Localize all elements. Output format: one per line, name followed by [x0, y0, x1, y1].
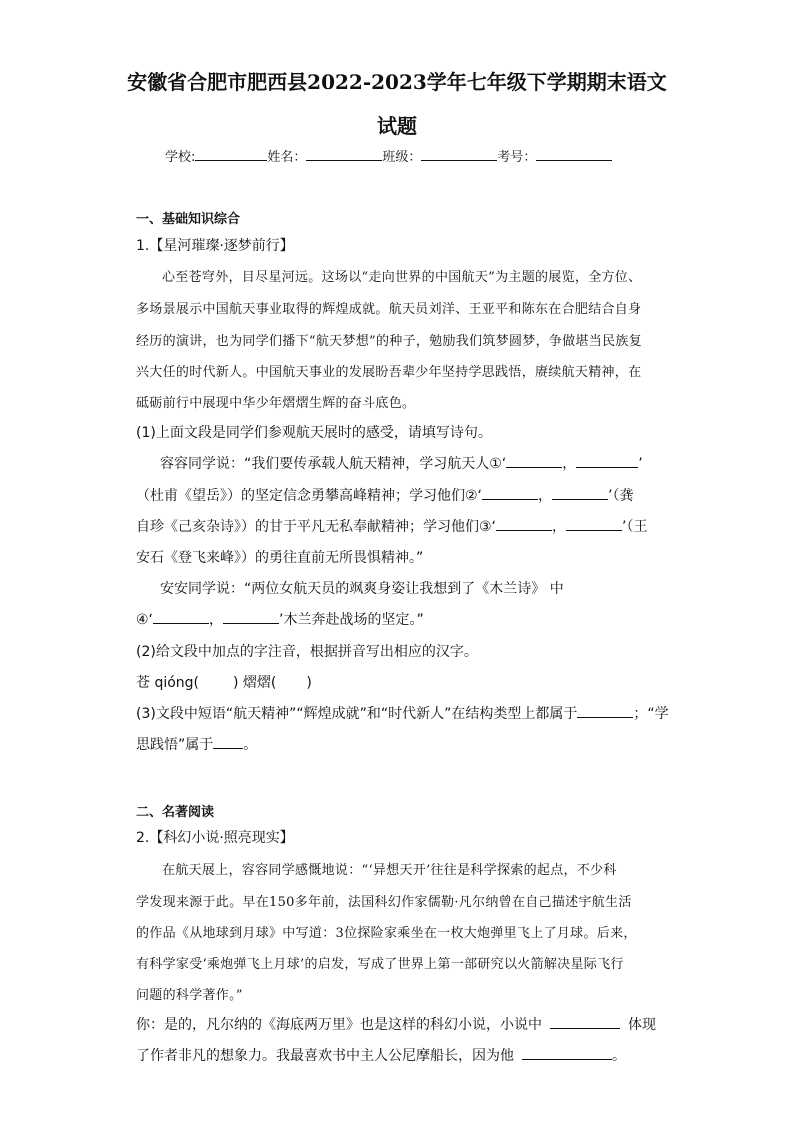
q1-sub3-line-b: 思践悟”属于 。 — [136, 737, 258, 753]
passage1-line: 砥砺前行中展现中华少年熠熠生辉的奋斗底色。 — [136, 396, 416, 411]
response1-line-b: （杜甫《望岳》）的坚定信念勇攀高峰精神；学习他们②‘ ， ’（龚 — [136, 488, 634, 504]
response1-line-c: 自珍《己亥杂诗》）的甘于平凡无私奉献精神；学习他们③‘ ， ’（王 — [136, 519, 648, 535]
passage2-line: 问题的科学著作。” — [136, 988, 243, 1003]
structure-blank-1[interactable] — [577, 704, 633, 718]
passage1-line: 经历的演讲，也为同学们播下“航天梦想”的种子，勉励我们筑梦圆梦，争做堪当民族复 — [136, 334, 642, 349]
passage1-line: 兴大任的时代新人。中国航天事业的发展盼吾辈少年坚持学思践悟，赓续航天精神，在 — [136, 365, 642, 380]
novel-blank-1[interactable] — [550, 1015, 620, 1029]
poem-blank-1b[interactable] — [576, 454, 638, 468]
q1-sub3-line-a: (3)文段中短语“航天精神”“辉煌成就”和“时代新人”在结构类型上都属于 ；“学 — [136, 706, 669, 722]
exam-no-blank[interactable] — [536, 147, 612, 161]
novel-blank-2[interactable] — [522, 1046, 612, 1060]
exam-title-line1: 安徽省合肥市肥西县2022-2023学年七年级下学期期末语文 — [127, 70, 667, 94]
name-blank[interactable] — [306, 147, 382, 161]
passage2-line: 有科学家受‘乘炮弹飞上月球’的启发，写成了世界上第一部研究以火箭解决星际飞行 — [136, 957, 624, 972]
name-label: 姓名： — [267, 150, 307, 165]
q1-title: 1.【星河璀璨·逐梦前行】 — [136, 238, 294, 254]
school-blank[interactable] — [195, 147, 267, 161]
section2-heading: 二、名著阅读 — [136, 805, 215, 820]
exam-no-label: 考号： — [497, 150, 537, 165]
exam-title-line2: 试题 — [377, 114, 417, 138]
student-info-row — [165, 146, 612, 165]
q1-sub1: (1)上面文段是同学们参观航天展时的感受，请填写诗句。 — [136, 425, 492, 441]
poem-blank-3b[interactable] — [566, 517, 622, 531]
passage1-line: 心至苍穹外，目尽星河远。这场以“走向世界的中国航天”为主题的展览，全方位、 — [162, 270, 642, 285]
passage2-line: 在航天展上，容容同学感慨地说：“‘异想天开’往往是科学探索的起点，不少科 — [162, 863, 617, 878]
response2-line-a: 安安同学说：“两位女航天员的飒爽身姿让我想到了《木兰诗》 中 — [160, 581, 564, 597]
response1-line-a: 容容同学说：“我们要传承载人航天精神，学习航天人①‘ ， ’ — [160, 456, 643, 472]
response3-line-b: 了作者非凡的想象力。我最喜欢书中主人公尼摩船长，因为他 。 — [136, 1048, 626, 1064]
poem-blank-4a[interactable] — [153, 610, 209, 624]
class-blank[interactable] — [421, 147, 497, 161]
structure-blank-2[interactable] — [213, 735, 243, 749]
class-label: 班级： — [382, 150, 422, 165]
poem-blank-2b[interactable] — [552, 486, 608, 500]
passage1-line: 多场景展示中国航天事业取得的辉煌成就。航天员刘洋、王亚平和陈东在合肥结合自身 — [136, 302, 642, 317]
q1-sub2: (2)给文段中加点的字注音，根据拼音写出相应的汉字。 — [136, 644, 478, 660]
passage2-line: 学发现来源于此。早在150多年前，法国科幻作家儒勒·凡尔纳曾在自己描述宇航生活 — [136, 895, 632, 910]
q2-title: 2.【科幻小说·照亮现实】 — [136, 830, 294, 846]
poem-blank-3a[interactable] — [496, 517, 552, 531]
response2-line-b: ④‘ ， ’木兰奔赴战场的坚定。” — [136, 612, 424, 628]
response1-line-d: 安石《登飞来峰》）的勇往直前无所畏惧精神。” — [136, 550, 424, 566]
school-label: 学校: — [165, 150, 196, 165]
passage2-line: 的作品《从地球到月球》中写道：3位探险家乘坐在一枚大炮弹里飞上了月球。后来， — [136, 926, 637, 941]
poem-blank-4b[interactable] — [223, 610, 279, 624]
poem-blank-1a[interactable] — [506, 454, 562, 468]
pinyin-line: 苍 qióng( ) 熠熠( ) — [136, 675, 312, 691]
section1-heading: 一、基础知识综合 — [136, 212, 241, 227]
response3-line-a: 你：是的，凡尔纳的《海底两万里》也是这样的科幻小说，小说中 体现 — [136, 1017, 656, 1033]
poem-blank-2a[interactable] — [482, 486, 538, 500]
